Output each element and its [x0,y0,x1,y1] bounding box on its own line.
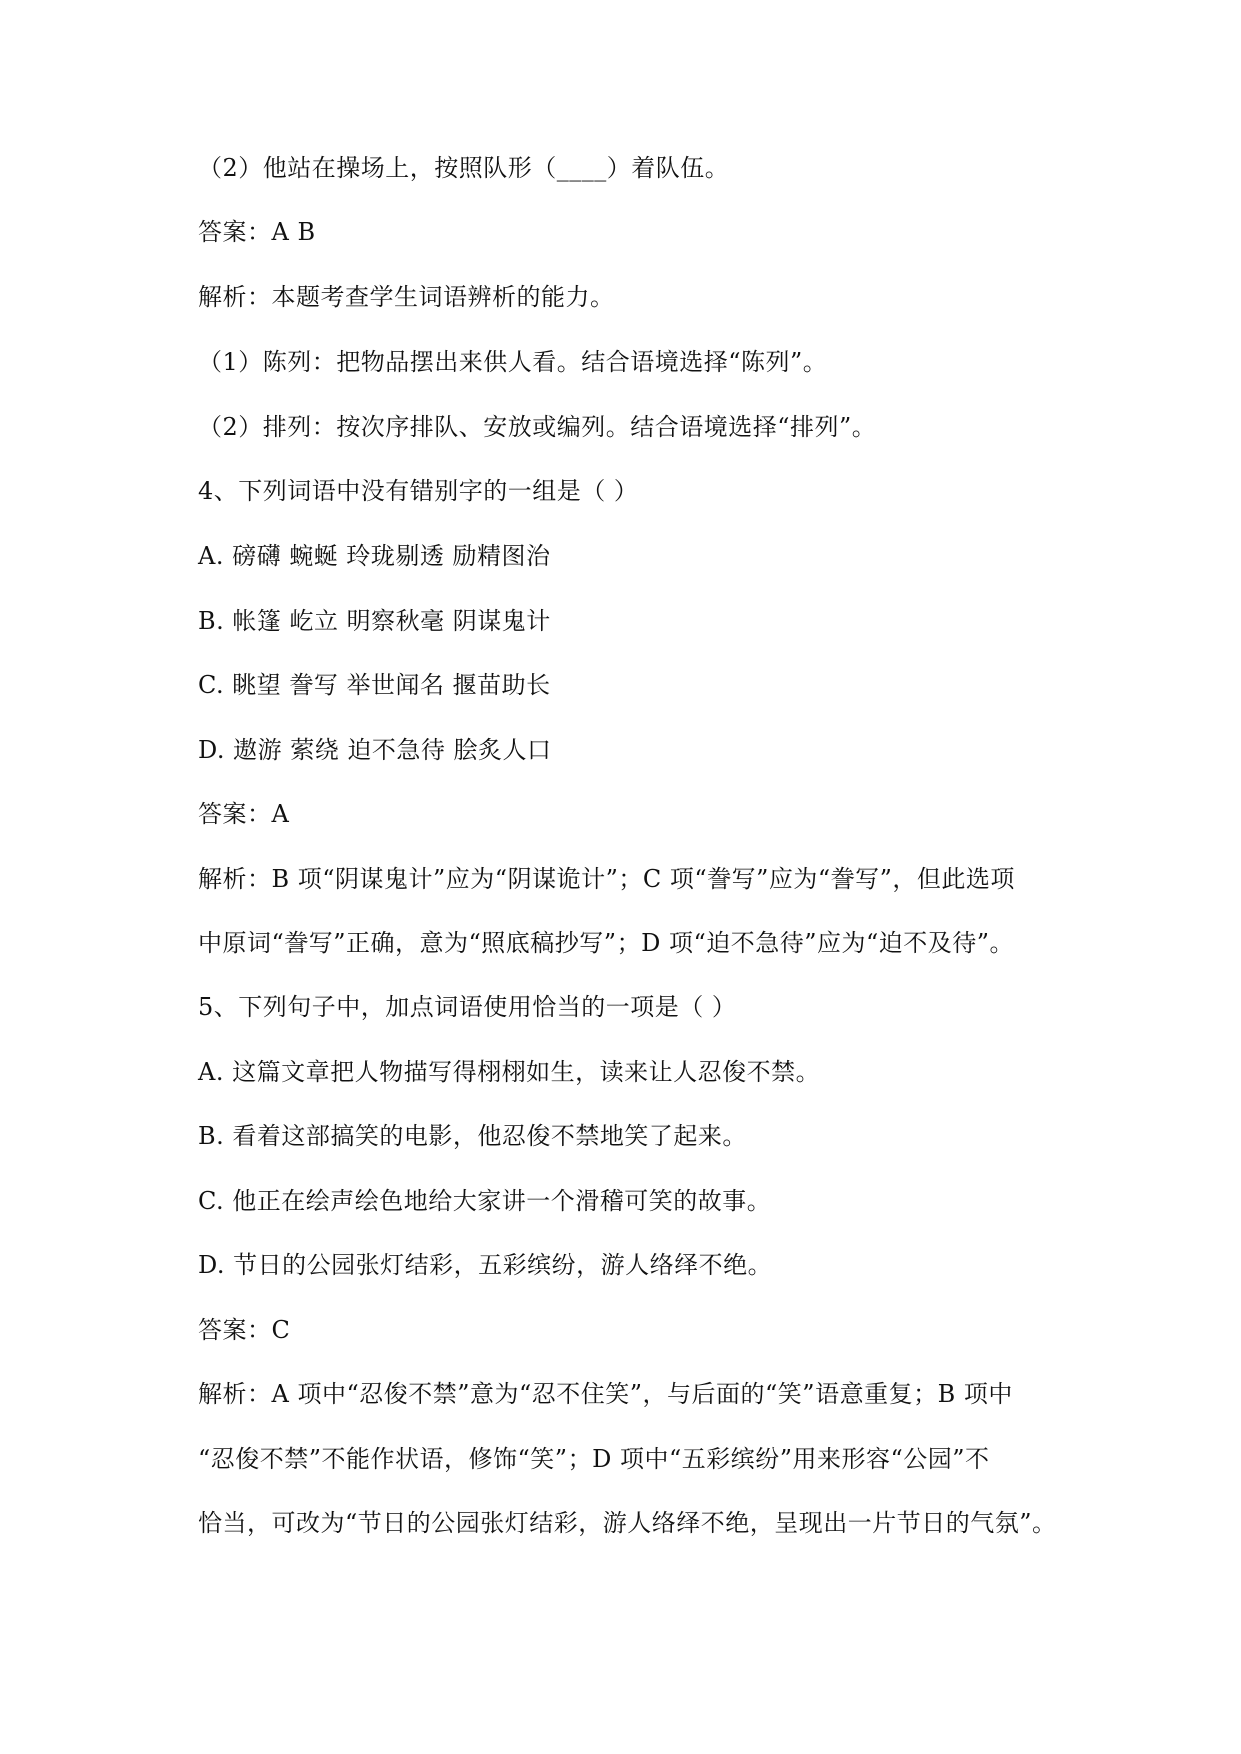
analysis-3-item-2: （2）排列：按次序排队、安放或编列。结合语境选择“排列”。 [198,413,877,441]
question-5-option-d: D. 节日的公园张灯结彩，五彩缤纷，游人络绎不绝。 [198,1251,773,1279]
analysis-4-line-1: 解析：B 项“阴谋鬼计”应为“阴谋诡计”；C 项“誊写”应为“誊写”，但此选项 [198,865,1015,893]
question-4-option-c: C. 眺望 誊写 举世闻名 揠苗助长 [198,671,551,699]
analysis-3: 解析：本题考查学生词语辨析的能力。 [198,283,615,311]
answer-4: 答案：A [198,800,290,828]
analysis-5-line-1: 解析：A 项中“忍俊不禁”意为“忍不住笑”，与后面的“笑”语意重复；B 项中 [198,1380,1013,1408]
question-5-stem: 5、下列句子中，加点词语使用恰当的一项是（ ） [198,993,737,1021]
analysis-3-item-1: （1）陈列：把物品摆出来供人看。结合语境选择“陈列”。 [198,348,828,376]
question-5-option-b: B. 看着这部搞笑的电影，他忍俊不禁地笑了起来。 [198,1122,747,1150]
analysis-5-line-2: “忍俊不禁”不能作状语，修饰“笑”；D 项中“五彩缤纷”用来形容“公园”不 [198,1445,990,1473]
question-3-item-2: （2）他站在操场上，按照队形（____）着队伍。 [198,154,730,182]
analysis-5-line-3: 恰当，可改为“节日的公园张灯结彩，游人络绎不绝，呈现出一片节日的气氛”。 [198,1509,1057,1537]
question-4-option-b: B. 帐篷 屹立 明察秋毫 阴谋鬼计 [198,607,551,635]
analysis-4-line-2: 中原词“誊写”正确，意为“照底稿抄写”；D 项“迫不急待”应为“迫不及待”。 [198,929,1015,957]
question-5-option-c: C. 他正在绘声绘色地给大家讲一个滑稽可笑的故事。 [198,1187,772,1215]
question-5-option-a: A. 这篇文章把人物描写得栩栩如生，读来让人忍俊不禁。 [198,1058,821,1086]
answer-3: 答案：A B [198,218,316,246]
question-4-option-d: D. 遨游 萦绕 迫不急待 脍炙人口 [198,736,552,764]
question-4-stem: 4、下列词语中没有错别字的一组是（ ） [198,477,639,505]
answer-5: 答案：C [198,1316,291,1344]
question-4-option-a: A. 磅礴 蜿蜒 玲珑剔透 励精图治 [198,542,551,570]
